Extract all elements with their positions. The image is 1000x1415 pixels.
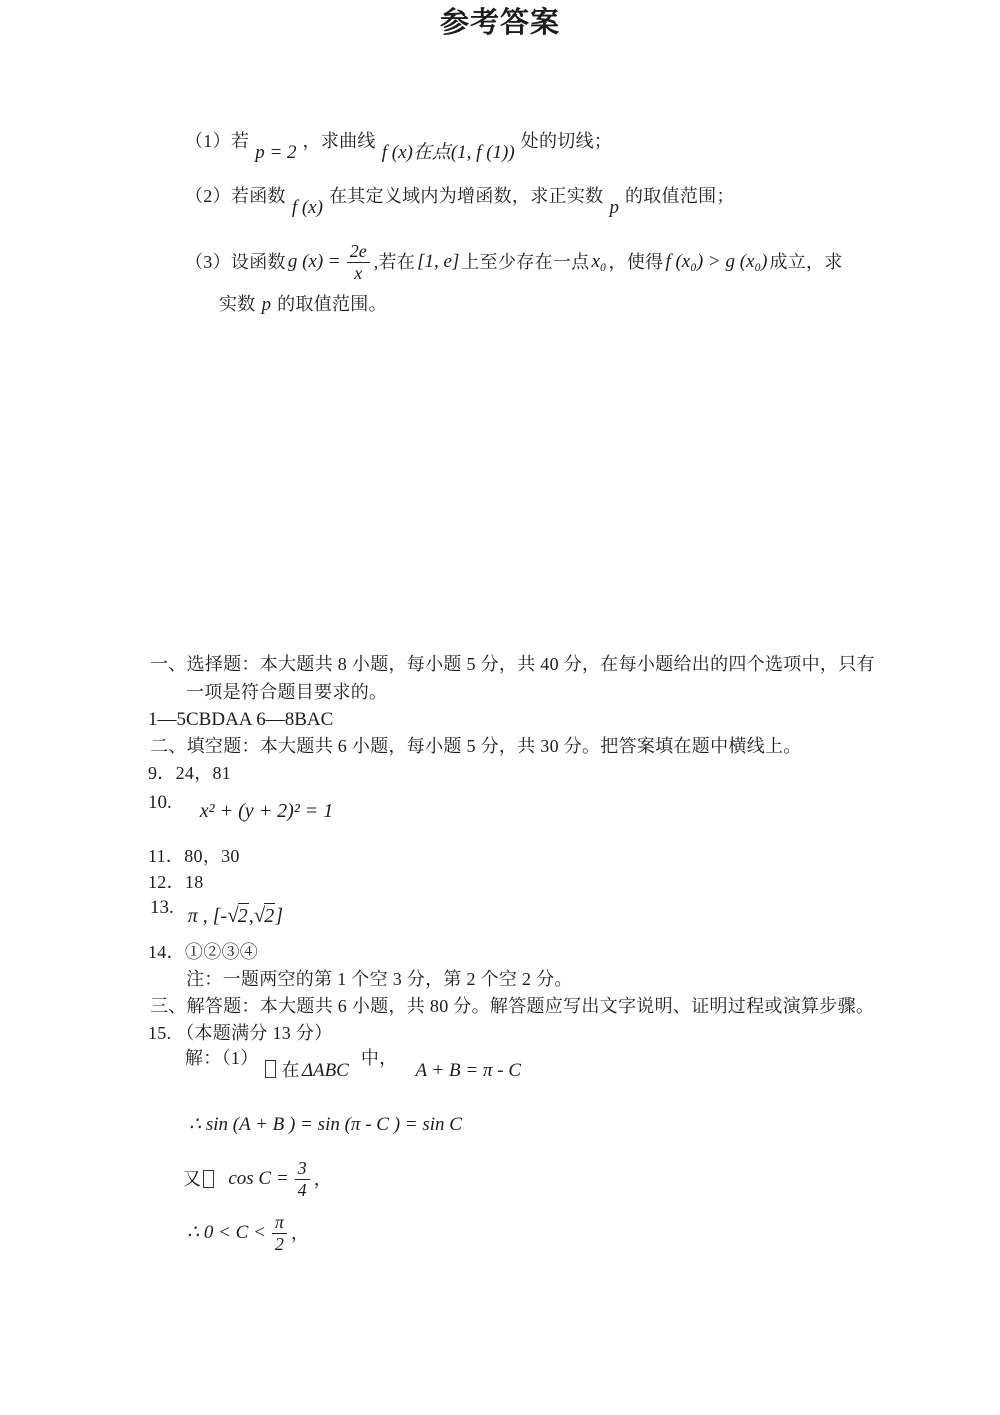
fraction-numerator: π [272, 1213, 287, 1234]
answer-q10 [148, 790, 335, 822]
answer-q12: 12．18 [148, 872, 204, 892]
solution-line-4 [185, 1206, 309, 1260]
q13-eq-suffix: ] [275, 905, 284, 927]
item2-number: （2）若函数 [185, 186, 286, 206]
fraction-denominator: 2 [274, 1233, 284, 1254]
item3-text-4: 成立，求 [769, 251, 843, 272]
answer-q13 [150, 893, 285, 927]
item2-eq-p: p [609, 197, 619, 218]
fraction-pi-over-2 [272, 1213, 287, 1254]
answer-q14: 14．①②③④ [148, 942, 259, 962]
item1-eq-p2: p = 2 [255, 142, 297, 163]
item2-eq-fx: f (x) [291, 197, 323, 218]
section2-heading: 二、填空题：本大题共 6 小题，每小题 5 分，共 30 分。把答案填在题中横线上。 [150, 736, 802, 756]
item1-text-2: 处的切线； [520, 131, 613, 151]
solution-s3-equation: cos C = [228, 1168, 289, 1190]
item3-line2-eq-p: p [261, 294, 272, 315]
fraction-2e-over-x [347, 242, 370, 283]
section3-heading: 三、解答题：本大题共 6 小题，共 80 分。解答题应写出文字说明、证明过程或演算步骤。 [150, 996, 875, 1016]
solution-lead: 解：（1） [185, 1048, 259, 1068]
item1-eq-fx: f (x)在点(1, f (1)) [381, 142, 515, 163]
problem-item-2 [185, 185, 735, 218]
section1-heading-line2: 一项是符合题目要求的。 [186, 682, 388, 702]
solution-s1-text1: 在 [281, 1060, 300, 1080]
item3-line2-text-2: 的取值范围。 [277, 294, 387, 314]
item3-text-3: ，使得 [608, 251, 664, 272]
section1-answer-key: 1—5CBDAA 6—8BAC [148, 709, 334, 730]
item1-number: （1）若 [185, 131, 250, 151]
fraction-numerator: 2e [347, 242, 370, 263]
item2-text-2: 的取值范围； [624, 186, 735, 206]
missing-glyph-box [265, 1060, 276, 1078]
q13-equation [188, 905, 283, 927]
fraction-denominator: 4 [297, 1179, 307, 1200]
q10-equation: x² + (y + 2)² = 1 [199, 800, 334, 822]
solution-line-2: ∴ sin (A + B ) = sin (π - C ) = sin C [189, 1114, 462, 1135]
solution-dropped-group [263, 1060, 351, 1081]
q14-scoring-note: 注：一题两空的第 1 个空 3 分，第 2 个空 2 分。 [186, 969, 573, 989]
item3-eq-inequality: f (x₀) > g (x₀) [665, 251, 768, 273]
radical-sign: √ [227, 903, 239, 927]
fraction-denominator: x [354, 262, 363, 283]
radical-sign: √ [253, 903, 266, 927]
solution-s3-comma: ， [313, 1168, 332, 1189]
solution-s1-text2: 中， [360, 1048, 398, 1068]
radicand-2: 2 [264, 905, 275, 927]
answer-q9: 9．24，81 [148, 763, 232, 783]
radicand-1: 2 [237, 905, 248, 927]
q15-header: 15. （本题满分 13 分） [148, 1023, 333, 1043]
q13-label: 13. [150, 897, 174, 918]
item3-text-2: 上至少存在一点 [461, 251, 590, 272]
solution-s3-text1: 又 [183, 1168, 202, 1189]
q13-eq-prefix: π , [- [187, 905, 228, 927]
fraction-3-over-4 [295, 1159, 310, 1200]
q13-eq-mid: , [248, 905, 254, 927]
item3-eq-gx: g (x) = [287, 251, 341, 273]
solution-triangle-abc: ΔABC [301, 1060, 349, 1081]
problem-item-3-line2 [219, 293, 387, 317]
q10-label: 10. [148, 792, 172, 813]
section1-heading-line1: 一、选择题：本大题共 8 小题，每小题 5 分，共 40 分，在每小题给出的四个选项中，只有 [150, 654, 875, 674]
problem-item-1 [185, 130, 613, 163]
item3-number: （3）设函数 [185, 251, 286, 272]
fraction-numerator: 3 [295, 1159, 310, 1180]
item2-text-1: 在其定义域内为增函数，求正实数 [328, 186, 604, 206]
solution-line-1 [185, 1047, 523, 1081]
answer-section-title: 参考答案 [439, 7, 560, 39]
item1-text-1: ，求曲线 [302, 131, 376, 151]
solution-s4-equation: ∴ 0 < C < [187, 1222, 266, 1244]
solution-s4-comma: ， [290, 1222, 310, 1243]
solution-line-3 [183, 1152, 332, 1206]
item3-eq-x0: x₀ [591, 251, 607, 273]
answer-q11: 11．80，30 [148, 846, 240, 866]
item3-text-1: ,若在 [373, 251, 416, 272]
problem-item-3 [185, 236, 843, 288]
solution-s1-equation: A + B = π - C [415, 1060, 521, 1081]
item3-eq-interval: [1, e] [417, 251, 460, 273]
missing-glyph-box [203, 1170, 214, 1188]
item3-line2-text-1: 实数 [219, 294, 256, 314]
